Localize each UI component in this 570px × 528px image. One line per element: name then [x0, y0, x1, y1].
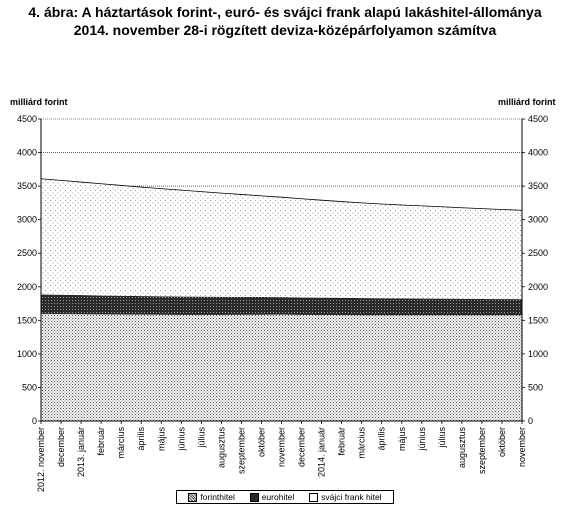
- y-tick-label-left: 1000: [16, 348, 37, 359]
- y-tick-label-right: 4000: [528, 147, 549, 158]
- y-tick-label-left: 3500: [16, 181, 37, 192]
- y-tick-label-right: 2500: [528, 248, 549, 259]
- y-tick-label-right: 2000: [528, 281, 549, 292]
- x-tick-label: szeptember: [236, 427, 247, 475]
- chart-title-line2: 2014. november 28-i rögzített deviza-középárfolyamon számítva: [73, 22, 497, 38]
- y-tick-label-right: 3000: [528, 214, 549, 225]
- x-tick-label: február: [336, 427, 347, 456]
- x-tick-label: 2014. január: [316, 427, 327, 478]
- x-tick-label: november: [517, 427, 527, 468]
- x-tick-label: július: [196, 427, 207, 448]
- y-tick-label-right: 0: [528, 416, 534, 426]
- x-tick-label: március: [356, 427, 367, 459]
- y-tick-label-left: 1500: [16, 315, 37, 326]
- x-tick-label: október: [496, 427, 507, 458]
- y-tick-label-right: 500: [528, 382, 544, 393]
- x-tick-label: június: [176, 427, 187, 451]
- legend-item-euro: [250, 492, 295, 502]
- legend-item-forint: [188, 492, 235, 502]
- y-tick-label-right: 4500: [528, 114, 549, 124]
- x-tick-label: március: [116, 427, 127, 459]
- x-tick-label: május: [396, 427, 407, 452]
- legend-swatch-chf: [309, 493, 318, 502]
- y-tick-label-left: 2500: [16, 248, 37, 259]
- legend-label-forint: forinthitel: [200, 492, 235, 502]
- y-tick-label-left: 3000: [16, 214, 37, 225]
- y-tick-label-right: 1500: [528, 315, 549, 326]
- chart-title-line1: 4. ábra: A háztartások forint-, euró- és svájci frank alapú lakáshitel-állománya: [28, 4, 542, 20]
- x-tick-label: augusztus: [456, 427, 467, 469]
- legend-swatch-forint: [188, 493, 197, 502]
- x-tick-label: október: [256, 427, 267, 458]
- x-tick-label: szeptember: [476, 426, 487, 475]
- chart-legend: [176, 490, 394, 504]
- x-tick-label: február: [96, 427, 107, 456]
- y-tick-label-left: 4500: [16, 114, 37, 124]
- y-tick-label-right: 3500: [528, 181, 549, 192]
- y-tick-label-left: 500: [21, 382, 37, 393]
- y-tick-label-right: 1000: [528, 348, 549, 359]
- x-tick-label: december: [56, 427, 67, 468]
- legend-swatch-euro: [250, 493, 259, 502]
- x-tick-label: 2012. november: [36, 427, 46, 493]
- x-tick-label: május: [156, 427, 167, 452]
- y-axis-unit-left: milliárd forint: [10, 97, 68, 107]
- x-tick-label: augusztus: [216, 427, 227, 469]
- y-axis-unit-right: milliárd forint: [498, 97, 556, 107]
- y-tick-label-left: 0: [31, 416, 37, 426]
- x-tick-label: április: [376, 427, 387, 451]
- x-tick-label: 2013. január: [76, 427, 87, 478]
- area-forinthitel: [41, 314, 522, 421]
- y-tick-label-left: 4000: [16, 147, 37, 158]
- x-tick-label: június: [416, 427, 427, 451]
- legend-label-euro: eurohitel: [261, 492, 295, 502]
- x-tick-label: november: [276, 427, 287, 468]
- x-tick-label: december: [296, 427, 307, 468]
- legend-label-chf: svájci frank hitel: [321, 492, 382, 502]
- y-tick-label-left: 2000: [16, 281, 37, 292]
- x-tick-label: július: [436, 427, 447, 448]
- legend-item-chf: [309, 492, 381, 502]
- x-tick-label: április: [136, 427, 147, 451]
